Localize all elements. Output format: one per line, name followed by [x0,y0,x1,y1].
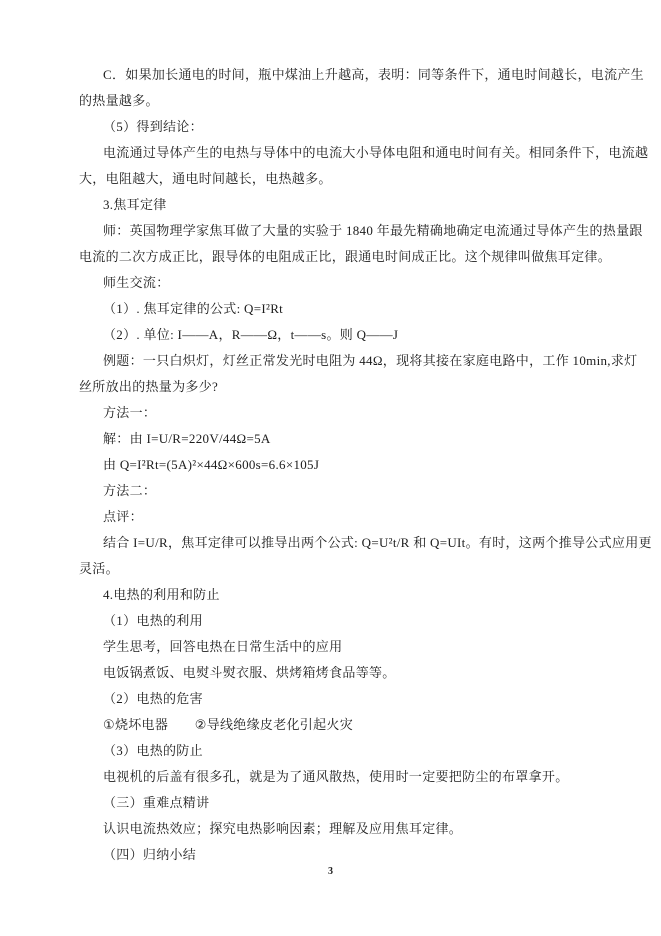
text-line: 电流的二次方成正比，跟导体的电阻成正比，跟通电时间成正比。这个规律叫做焦耳定律。 [79,249,612,264]
text-line: 大，电阻越大，通电时间越长，电热越多。 [79,171,332,186]
text-line: 电饭锅煮饭、电熨斗熨衣服、烘烤箱烤食品等等。 [103,665,396,680]
text-line: C．如果加长通电的时间，瓶中煤油上升越高，表明：同等条件下，通电时间越长，电流产生 [103,67,644,82]
text-line: （3）电热的防止 [103,743,203,758]
text-line: （2）. 单位: I——A，R——Ω，t——s。则 Q——J [103,327,399,342]
text-line: 师：英国物理学家焦耳做了大量的实验于 1840 年最先精确地确定电流通过导体产生的热量跟 [103,223,643,238]
text-line: 师生交流： [103,275,170,290]
text-line: （5）得到结论： [103,119,203,134]
text-line: （2）电热的危害 [103,691,203,706]
text-line: 4.电热的利用和防止 [103,587,220,602]
text-line: （三）重难点精讲 [103,795,210,810]
text-line: 电流通过导体产生的电热与导体中的电流大小导体电阻和通电时间有关。相同条件下，电流越 [103,145,649,160]
text-line: 的热量越多。 [79,93,159,108]
text-line: 例题：一只白炽灯，灯丝正常发光时电阻为 44Ω，现将其接在家庭电路中，工作 10min,求灯 [103,353,638,368]
text-line: 电视机的后盖有很多孔，就是为了通风散热，使用时一定要把防尘的布罩拿开。 [103,769,569,784]
text-line: 点评： [103,509,143,524]
text-line: 丝所放出的热量为多少? [79,379,219,394]
document-body [79,62,652,868]
text-line: 方法一： [103,405,157,420]
text-line: （1）电热的利用 [103,613,203,628]
page-number: 3 [328,866,333,877]
text-line: 结合 I=U/R，焦耳定律可以推导出两个公式: Q=U²t/R 和 Q=UIt。有时，这两个推导公式应用更 [103,535,652,550]
text-line: 由 Q=I²Rt=(5A)²×44Ω×600s=6.6×105J [103,457,320,472]
text-line: 学生思考，回答电热在日常生活中的应用 [103,639,343,654]
text-line: 灵活。 [79,561,119,576]
text-line: （四）归纳小结 [103,847,197,862]
text-line: （1）. 焦耳定律的公式: Q=I²Rt [103,301,284,316]
text-line: 3.焦耳定律 [103,197,167,212]
text-line: 认识电流热效应；探究电热影响因素；理解及应用焦耳定律。 [103,821,463,836]
text-line: ①烧坏电器 ②导线绝缘皮老化引起火灾 [103,717,354,732]
text-line: 方法二： [103,483,157,498]
text-line: 解：由 I=U/R=220V/44Ω=5A [103,431,271,446]
